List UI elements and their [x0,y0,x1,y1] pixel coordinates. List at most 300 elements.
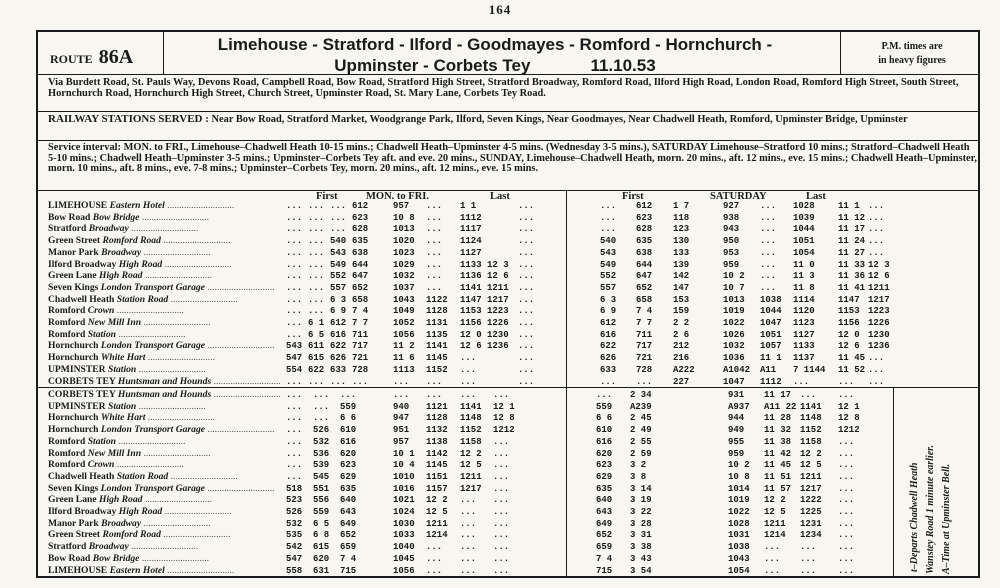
time-cell: 659 [596,542,613,553]
sidenote-divider [893,388,894,576]
time-cell: 1032 [723,341,745,352]
stop-main: Stratford [48,224,87,235]
time-cell: 1156 [838,318,860,328]
time-cell: 1028 [793,201,815,211]
time-cell: 1231 [800,518,822,529]
table-row [48,213,888,224]
time-cell: 959 [723,259,740,270]
stop-name [48,554,283,565]
stop-sub: Huntsman and Hounds [117,376,212,387]
time-cell: ... [493,530,510,541]
time-cell: 1124 [460,236,482,247]
table-row [48,271,888,282]
header-divider-left [163,32,164,74]
time-cell: 1225 [800,507,822,517]
time-cell: 1056 [393,329,415,340]
time-cell: ... [838,471,855,482]
time-cell: ... [518,247,535,258]
leader-dots: ............................ [136,401,206,412]
time-cell: ... [340,390,357,400]
leader-dots: ............................ [114,306,184,317]
time-cell: 1019 [728,495,750,506]
time-cell: 616 [330,329,347,340]
time-cell: 1211 [764,518,786,529]
stop-main: UPMINSTER [48,401,106,412]
time-cell: 12 8 [838,413,860,424]
time-cell: 11 28 [764,413,792,424]
time-cell: ... [800,390,817,400]
table-row [48,330,888,341]
time-cell: 620 [313,553,330,564]
time-cell: ... [518,294,535,305]
time-cell: 2 49 [630,425,652,436]
time-cell: 558 [286,565,303,576]
time-cell: ... [460,530,477,541]
time-cell: 1153 [838,306,860,317]
time-cell: ... [518,341,535,352]
time-cell: ... [308,212,325,223]
time-cell: 616 [596,436,613,447]
time-cell: 147 [673,282,690,293]
time-cell: A11 [760,364,777,375]
time-cell: ... [286,282,303,293]
time-cell: 3 43 [630,553,652,564]
time-cell: ... [286,318,303,328]
time-cell: 526 [313,425,330,436]
time-cell: 1153 1223 [460,306,509,317]
time-cell: ... [800,542,817,553]
time-cell: 3 8 [630,471,647,482]
time-cell: ... [308,306,325,317]
time-cell: 7 4 [340,553,357,564]
time-cell: 715 [596,565,613,576]
stop-name [48,566,283,577]
time-cell: ... [460,495,477,506]
time-cell: 647 [636,271,653,282]
time-cell: 130 [673,236,690,247]
stop-sub: Eastern Hotel [109,201,165,211]
time-cell: 557 [600,282,617,293]
time-cell: 1138 [426,436,448,447]
time-cell: 938 [723,212,740,223]
time-cell: 10 4 [393,460,415,471]
time-cell: ... [518,318,535,328]
time-cell: 1141 [800,401,822,412]
time-cell: 539 [313,460,330,471]
time-cell: 1121 [426,401,448,412]
time-cell: 1158 [800,436,822,447]
time-cell: ... [493,390,510,400]
time-cell: 12 5 [800,460,822,471]
time-cell: 159 [673,306,690,317]
time-cell: 6 8 [313,530,330,541]
time-cell: ... [426,376,443,387]
time-cell: 1031 [728,530,750,541]
time-cell: 615 [308,353,325,364]
leader-dots: ............................ [160,530,231,541]
time-cell: 940 [393,401,410,412]
stop-sub: Broadway [101,247,142,258]
time-cell: 540 [330,236,347,247]
time-cell: 1223 [868,306,890,317]
time-cell: 1148 [460,413,482,424]
time-cell: 1022 [723,318,745,328]
time-cell: 622 [308,364,325,375]
time-cell: 11 41 [838,282,866,293]
table-row [48,260,888,271]
time-cell: A239 [630,401,652,412]
leader-dots: ............................ [164,201,235,211]
stop-sub: Station Road [116,471,169,482]
time-cell: 11 12 [838,212,866,223]
time-cell: ... [868,224,885,235]
table-row [48,566,888,577]
time-cell: 6 5 [308,329,325,340]
time-cell: 1029 [393,259,415,270]
time-cell: 6 6 [340,413,357,424]
time-cell: 1226 [868,318,890,328]
stop-main: LIMEHOUSE [48,201,108,211]
time-cell: 612 [600,318,617,328]
table-row [48,341,888,352]
time-cell: 652 [340,530,357,541]
time-cell: 1024 [393,507,415,517]
table-row [48,236,888,247]
time-cell: 640 [340,495,357,506]
time-cell: 133 [673,247,690,258]
stop-sub: Eastern Hotel [109,565,165,576]
leader-dots: ............................ [211,390,281,400]
time-cell: 1120 [793,306,815,317]
stop-main: Chadwell Heath [48,471,115,482]
time-cell: 549 [330,259,347,270]
time-cell: 1040 [393,542,415,553]
stop-main: Manor Park [48,247,99,258]
time-cell: 717 [636,341,653,352]
time-cell: 1030 [393,518,415,529]
stop-main: Hornchurch [48,413,99,424]
time-cell: 12 5 [460,460,482,471]
time-cell: 633 [600,364,617,375]
time-cell: 638 [636,247,653,258]
table-row [48,507,888,518]
time-cell: 12 2 [426,495,448,506]
time-cell: 2 6 [673,329,690,340]
time-cell: A1042 [723,364,751,375]
time-cell: 11 38 [764,436,792,447]
time-cell: 543 [330,247,347,258]
time-cell: 643 [340,507,357,517]
time-cell: 12 0 [838,329,860,340]
time-cell: 1051 [793,236,815,247]
stop-name [48,271,283,282]
via-roads: Via Burdett Road, St. Pauls Way, Devons Road, Campbell Road, Bow Road, Stratford High Street, Stratford Broadway, Romford Road, Ilford High Road, London Road, Romford High Street, South Street, Hornchurch Road, Hornchurch High Street, Church Street, Upminster Road, St. Mary Lane, Corbets Tey Road. [48,78,959,99]
time-cell: 7 4 [352,306,369,317]
time-cell: 6 5 [313,518,330,529]
time-cell: 652 [596,530,613,541]
time-cell: ... [286,236,303,247]
stop-main: Romford [48,460,86,471]
time-cell: ... [493,565,510,576]
time-cell: 1211 [460,471,482,482]
stop-sub: Crown [87,460,115,471]
time-cell: 949 [728,425,745,436]
time-cell: ... [426,282,443,293]
leader-dots: ............................ [139,212,210,223]
stop-name [48,248,283,259]
time-cell: 629 [340,471,357,482]
time-cell: 3 14 [630,483,652,494]
time-cell: ... [600,212,617,223]
time-cell: ... [518,201,535,211]
time-cell: ... [286,212,303,223]
time-cell: 635 [636,236,653,247]
time-cell: ... [493,507,510,517]
header-sat-first: First [622,191,644,202]
time-cell: ... [493,471,510,482]
time-cell: 658 [636,294,653,305]
leader-dots: ............................ [162,259,232,270]
time-cell: ... [460,353,477,364]
table-row [48,437,888,448]
time-cell: ... [760,259,777,270]
time-cell: ... [838,448,855,459]
stop-name [48,484,283,495]
time-cell: ... [308,271,325,282]
time-cell: ... [764,542,781,553]
leader-dots: ............................ [115,329,186,340]
pm-note-line1: P.M. times are [881,41,943,52]
time-cell: 1032 [393,271,415,282]
time-cell: ... [760,236,777,247]
table-row [48,201,888,212]
time-cell: ... [286,294,303,305]
time-cell: 12 6 [838,341,860,352]
table-row [48,472,888,483]
time-cell: 11 51 [764,471,792,482]
time-cell: 535 [286,530,303,541]
time-cell: 11 33 [838,259,866,270]
time-cell: 153 [673,294,690,305]
time-cell: A222 [673,364,695,375]
time-cell: 6 1 [308,318,325,328]
time-cell: 6 6 [596,413,613,424]
time-cell: 1217 [460,483,482,494]
time-cell: 543 [600,247,617,258]
stop-name [48,542,283,553]
time-cell: 10 2 [728,460,750,471]
stop-name [48,213,283,224]
time-cell: ... [838,390,855,400]
direction-rule [36,387,980,388]
time-cell: ... [426,565,443,576]
time-cell: 1222 [800,495,822,506]
time-cell: ... [352,376,369,387]
top-rule [36,30,980,32]
time-cell: ... [518,329,535,340]
leader-dots: ............................ [142,271,213,282]
time-cell: 644 [636,259,653,270]
time-cell: ... [838,553,855,564]
time-cell: 3 28 [630,518,652,529]
time-cell: 552 [600,271,617,282]
time-cell: ... [286,436,303,447]
time-cell: 623 [352,212,369,223]
time-cell: ... [286,224,303,235]
time-cell: 559 [313,507,330,517]
table-row [48,248,888,259]
stop-name [48,306,283,317]
time-cell: 658 [352,294,369,305]
time-cell: 1211 [800,471,822,482]
stop-name [48,402,283,413]
time-cell: 7 4 [636,306,653,317]
time-cell: 1 7 [673,201,690,211]
time-cell: ... [330,224,347,235]
time-cell: 1145 [426,460,448,471]
stop-main: Romford [48,329,86,340]
railway-rule [36,140,980,141]
time-cell: 532 [313,436,330,447]
route-word: ROUTE [50,52,93,66]
route-title-line1: Limehouse - Stratford - Ilford - Goodmayes - Romford - Hornchurch - [217,35,773,54]
time-cell: 635 [352,236,369,247]
stop-name [48,295,283,306]
time-cell: 1211 [426,518,448,529]
time-cell: 721 [352,353,369,364]
time-cell: 1151 [426,471,448,482]
time-cell: 1234 [800,530,822,541]
time-cell: 616 [600,329,617,340]
time-cell: 1131 [426,318,448,328]
time-cell: 1145 [426,353,448,364]
time-cell: ... [596,390,613,400]
time-cell: ... [868,364,885,375]
stop-sub: High Road [118,259,163,270]
time-cell: 947 [393,413,410,424]
time-cell: ... [493,518,510,529]
stop-main: Romford [48,306,86,317]
time-cell: 931 [728,390,745,400]
time-cell: ... [426,390,443,400]
table-row [48,295,888,306]
time-cell: 620 [596,448,613,459]
stop-sub: Broadway [88,224,129,235]
leader-dots: ............................ [168,294,238,305]
time-cell: ... [330,201,347,211]
time-cell: 227 [673,376,690,387]
table-row [48,449,888,460]
stop-sub: New Mill Inn [87,448,142,459]
time-cell: ... [308,294,325,305]
stop-main: Green Lane [48,495,97,506]
stop-main: Romford [48,448,86,459]
time-cell: ... [286,471,303,482]
stop-sub: Crown [87,306,115,317]
stop-sub: Broadway [101,518,142,529]
time-cell: ... [493,436,510,447]
time-cell: 628 [352,224,369,235]
header-saturday: SATURDAY [710,191,767,202]
leader-dots: ............................ [145,353,215,364]
table-row [48,377,888,388]
time-cell: ... [800,565,817,576]
time-cell: ... [838,483,855,494]
time-cell: 1047 [723,376,745,387]
time-cell: ... [764,565,781,576]
time-cell: 1127 [793,329,815,340]
time-cell: 11 2 [393,341,415,352]
time-cell: 711 [352,329,369,340]
stop-name [48,224,283,235]
time-cell: 1 1 [460,201,477,211]
time-cell: 626 [330,353,347,364]
time-cell: ... [393,390,410,400]
time-cell: 1128 [426,306,448,317]
time-cell: 1133 12 3 [460,259,509,270]
stop-sub: New Mill Inn [87,318,142,328]
time-cell: ... [800,553,817,564]
stop-sub: Station [107,364,137,375]
time-cell: 1016 [393,483,415,494]
time-cell: 1044 [760,306,782,317]
time-cell: ... [460,364,477,375]
leader-dots: ............................ [142,495,213,506]
stop-name [48,201,283,212]
time-cell: 1128 [426,413,448,424]
time-cell: 615 [313,542,330,553]
time-cell: 1137 [793,353,815,364]
stop-main: Hornchurch [48,425,99,436]
time-cell: 12 5 [426,507,448,517]
time-cell: 7 1144 [793,364,826,375]
leader-dots: ............................ [128,542,199,553]
time-cell: 12 2 [460,448,482,459]
stop-main: Chadwell Heath [48,294,115,305]
time-cell: ... [308,259,325,270]
right-rule [978,30,980,578]
time-cell: ... [286,425,303,436]
time-cell: 1236 [868,341,890,352]
time-cell: 1049 [393,306,415,317]
time-cell: 1019 [723,306,745,317]
time-cell: 927 [723,201,740,211]
time-cell: 2 2 [673,318,690,328]
stop-name [48,495,283,506]
time-cell: ... [493,495,510,506]
time-cell: 1230 [868,329,890,340]
time-cell: ... [838,376,855,387]
time-cell: 556 [313,495,330,506]
time-cell: 1127 [460,247,482,258]
time-cell: ... [518,282,535,293]
stop-main: Stratford [48,542,87,553]
leader-dots: ............................ [128,224,199,235]
time-cell: 1147 1217 [460,294,509,305]
stop-main: Bow Road [48,553,91,564]
time-cell: 216 [673,353,690,364]
time-cell: ... [636,376,653,387]
time-cell: ... [868,353,885,364]
time-cell: 10 7 [723,282,745,293]
stop-main: Seven Kings [48,282,99,293]
route-title [170,34,820,76]
table-row [48,484,888,495]
time-cell: 1047 [760,318,782,328]
time-cell: 649 [340,518,357,529]
stop-name [48,390,283,401]
time-cell: ... [600,224,617,235]
